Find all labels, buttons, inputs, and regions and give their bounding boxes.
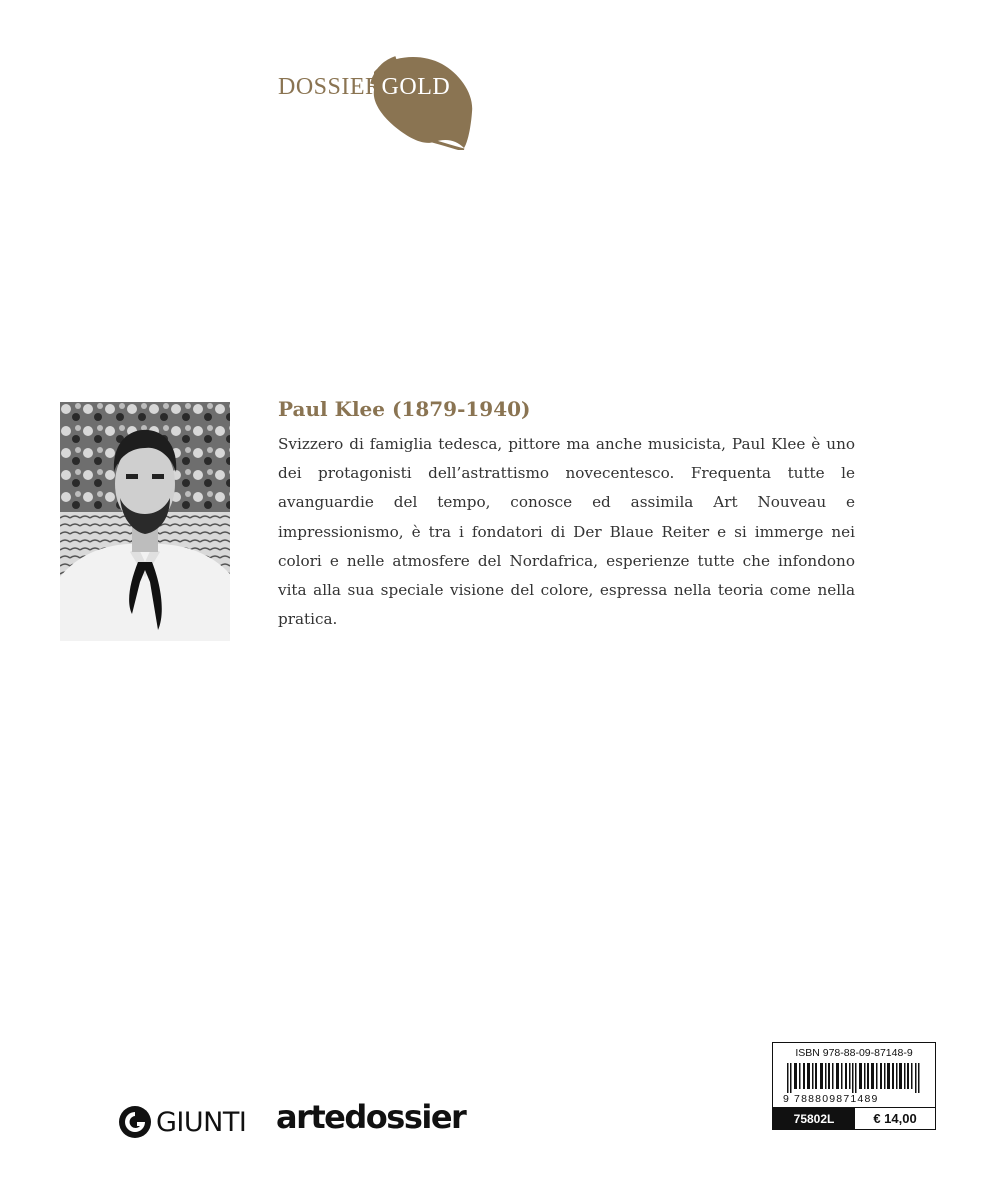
giunti-logo <box>118 1100 246 1144</box>
giunti-name: GIUNTI <box>156 1106 247 1138</box>
author-title: Paul Klee (1879-1940) <box>278 397 531 421</box>
author-bio: Svizzero di famiglia tedesca, pittore ma anche musicista, Paul Klee è uno dei protagonisti dell’astrattismo novecentesco. Frequenta tutte le avanguardie del tempo, conosce ed assimila Art Nouveau e impressionismo, è tra i fondatori di Der Blaue Reiter e si immerge nei colori e nelle atmosfere del Nordafrica, esperienze tutte che infondono vita alla sua speciale visione del colore, espressa nella teoria come nella pratica. <box>278 435 855 629</box>
barcode-number: 788809871489 <box>794 1093 879 1105</box>
author-portrait <box>60 402 230 641</box>
price-row <box>773 1107 935 1129</box>
dossier-gold-logo <box>278 50 478 150</box>
barcode-lead-digit: 9 <box>783 1093 791 1105</box>
artedossier-logo: artedossier <box>276 1098 466 1136</box>
logo-text-dossier: DOSSIER <box>278 74 382 100</box>
barcode-box <box>772 1042 936 1130</box>
isbn-text: ISBN 978-88-09-87148-9 <box>795 1047 913 1059</box>
logo-text-gold: GOLD <box>381 74 451 100</box>
price-label: € 14,00 <box>873 1111 917 1126</box>
barcode-icon <box>787 1063 923 1093</box>
logo-text <box>278 74 450 101</box>
product-code: 75802L <box>773 1108 855 1129</box>
barcode-digits <box>783 1093 928 1105</box>
giunti-mark-icon <box>118 1105 152 1139</box>
